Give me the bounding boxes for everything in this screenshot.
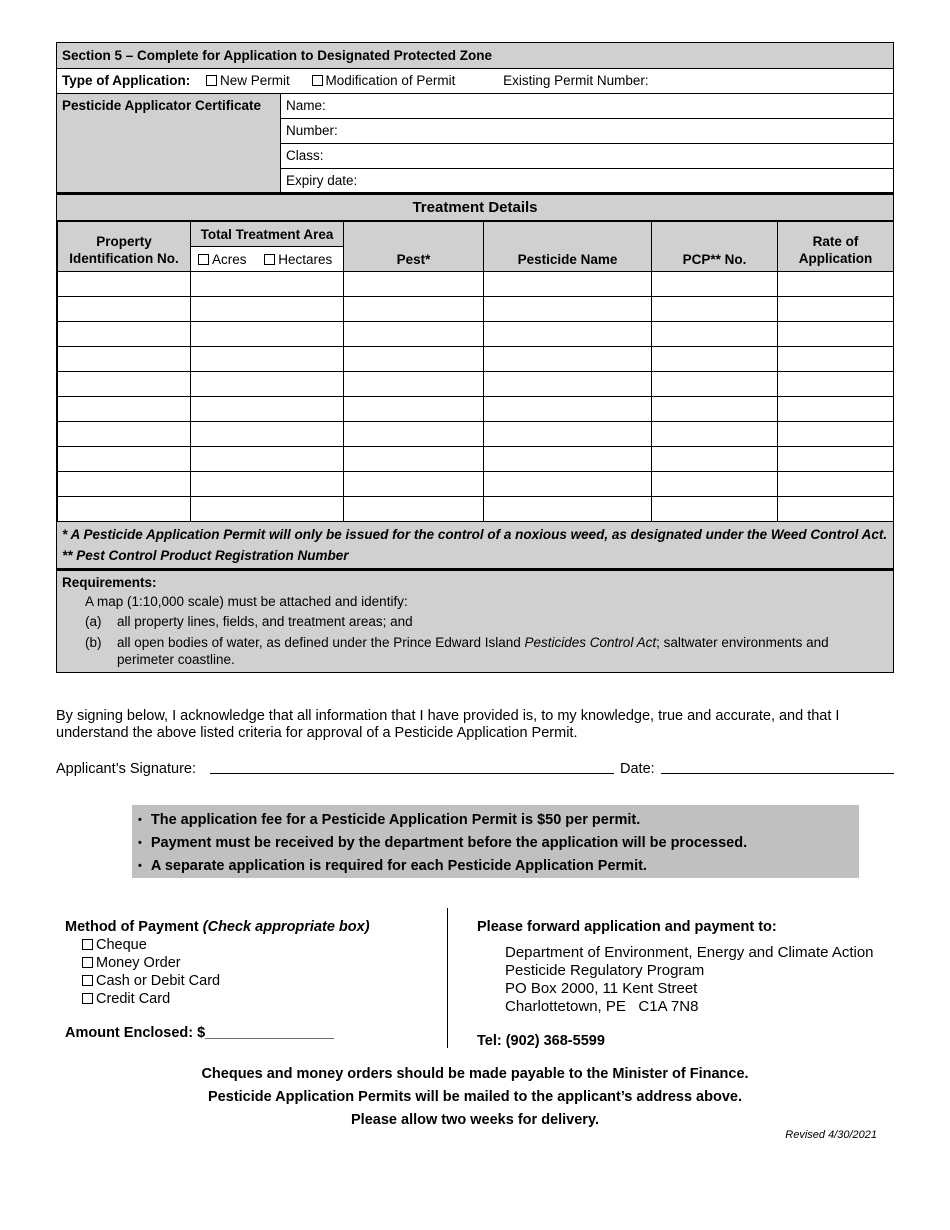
table-row [58,497,894,522]
payment-option-cash-debit[interactable]: Cash or Debit Card [82,972,445,990]
date-line[interactable] [661,773,894,774]
notice-item: • The application fee for a Pesticide Application Permit is $50 per permit. [138,809,853,832]
table-row [58,397,894,422]
new-permit-checkbox[interactable] [206,75,217,86]
requirements-intro: A map (1:10,000 scale) must be attached and identify: [85,594,408,609]
requirements-title: Requirements: [62,575,157,590]
table-row [58,297,894,322]
column-divider [447,908,448,1048]
address-line: Charlottetown, PE C1A 7N8 [505,998,699,1015]
address-line: Department of Environment, Energy and Climate Action [505,944,874,961]
applicator-certificate-label: Pesticide Applicator Certificate [57,94,281,192]
footer-line-2: Pesticide Application Permits will be mailed to the applicant’s address above. [208,1089,742,1105]
table-row [58,372,894,397]
acknowledgement-text: By signing below, I acknowledge that all information that I have provided is, to my knowledge, true and accurate, and that I understand the above listed criteria for approval of a Pesticide Application Permit. [56,708,840,741]
footnote-pcp: ** Pest Control Product Registration Number [62,548,349,563]
table-row [58,347,894,372]
address-line: PO Box 2000, 11 Kent Street [505,980,698,997]
hectares-label: Hectares [278,251,333,267]
col-pesticide-name: Pesticide Name [484,222,652,272]
cert-number-field[interactable]: Number: [281,119,893,144]
treatment-table [57,221,894,522]
col-rate-application: Rate of Application [778,222,894,272]
forward-tel: Tel: (902) 368-5599 [477,1033,605,1049]
modification-permit-label: Modification of Permit [325,73,456,88]
address-line: Pesticide Regulatory Program [505,962,705,979]
date-label: Date: [620,761,655,777]
credit-card-checkbox[interactable] [82,993,93,1004]
payment-option-cheque[interactable]: Cheque [82,936,445,954]
notice-item: • A separate application is required for each Pesticide Application Permit. [138,855,853,878]
forward-title: Please forward application and payment to: [477,919,777,935]
modification-permit-option[interactable] [312,73,456,88]
section-5-form [56,42,894,673]
footnote-pest: * A Pesticide Application Permit will only be issued for the control of a noxious weed, as designated under the Weed Control Act. [62,527,888,542]
new-permit-label: New Permit [220,73,290,88]
certificate-fields [281,94,893,192]
table-row [58,272,894,297]
notice-item: • Payment must be received by the department before the application will be processed. [138,832,853,855]
modification-permit-checkbox[interactable] [312,75,323,86]
payment-title-note: (Check appropriate box) [202,919,370,935]
fee-notice-box [132,805,859,878]
treatment-details-title: Treatment Details [412,199,538,216]
payment-option-credit[interactable]: Credit Card [82,990,445,1008]
payment-options [65,936,445,1008]
table-row [58,322,894,347]
footer-line-3: Please allow two weeks for delivery. [351,1112,599,1128]
col-property-id: Property Identification No. [58,222,191,272]
requirements-box [57,571,893,672]
requirement-item: (a) all property lines, fields, and treatment areas; and [85,614,413,629]
footer-line-1: Cheques and money orders should be made payable to the Minister of Finance. [201,1066,749,1082]
col-pest: Pest* [344,222,484,272]
area-units [191,247,344,272]
payment-option-money-order[interactable]: Money Order [82,954,445,972]
revision-date: Revised 4/30/2021 [785,1129,877,1141]
section-5-title: Section 5 – Complete for Application to Designated Protected Zone [62,48,493,63]
applicator-certificate-row [57,94,893,195]
type-of-application-label: Type of Application: [62,73,191,88]
footnotes [57,522,893,571]
hectares-option[interactable] [264,252,332,267]
cert-name-field[interactable]: Name: [281,94,893,119]
table-row [58,472,894,497]
signature-line[interactable] [210,773,614,774]
amount-enclosed[interactable]: Amount Enclosed: $________________ [65,1025,335,1041]
acres-checkbox[interactable] [198,254,209,265]
hectares-checkbox[interactable] [264,254,275,265]
section-5-header [57,43,893,69]
payment-method-section [65,918,445,1041]
requirement-item: (b) all open bodies of water, as defined under the Prince Edward Island Pesticides Control Act; saltwater environments and perimeter coastline. [85,635,829,667]
new-permit-option[interactable] [206,73,290,88]
signature-label: Applicant’s Signature: [56,761,196,777]
acres-label: Acres [212,251,247,267]
col-pcp-no: PCP** No. [652,222,778,272]
cheque-checkbox[interactable] [82,939,93,950]
cert-class-field[interactable]: Class: [281,144,893,169]
treatment-details-header [57,195,893,221]
col-total-area: Total Treatment Area [191,222,344,247]
type-of-application-row [57,69,893,94]
existing-permit-label: Existing Permit Number: [503,73,649,88]
table-row [58,447,894,472]
money-order-checkbox[interactable] [82,957,93,968]
forward-address [477,944,897,1016]
payment-title: Method of Payment [65,919,199,935]
cash-debit-checkbox[interactable] [82,975,93,986]
acres-option[interactable] [198,252,247,267]
table-row [58,422,894,447]
forward-to-section [477,918,897,1049]
cert-expiry-field[interactable]: Expiry date: [286,173,358,188]
